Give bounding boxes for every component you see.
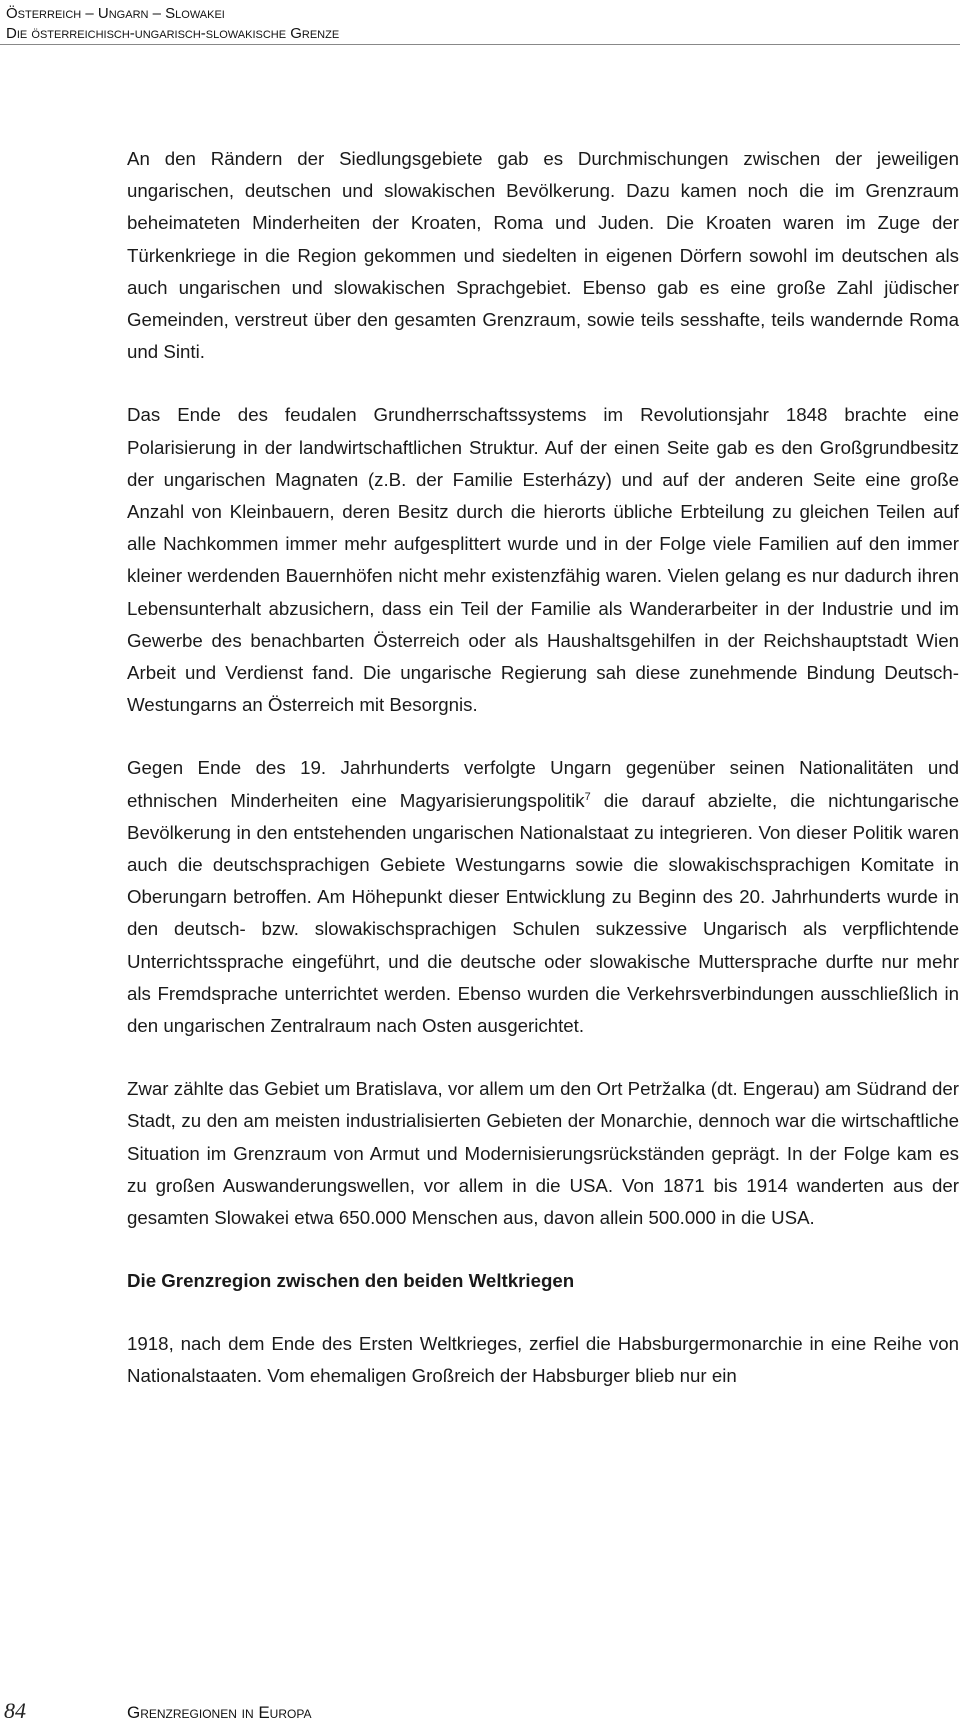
paragraph-3-part-2: die darauf abzielte, die nichtungarische Bevölkerung in den entstehenden ungarischen Nationalstaat zu integrieren. Von dieser Politik waren auch die deutschsprachigen Gebiete Westungarns sowie die slowakischsprachigen Komitate in Oberungarn betroffen. Am Höhepunkt dieser Entwicklung zu Beginn des 20. Jahrhunderts wurde in den deutsch- bzw. slowakischsprachigen Schulen sukzessive Ungarisch als verpflichtende Unterrichtssprache eingeführt, und die deutsche oder slowakische Muttersprache durfte nur mehr als Fremdsprache unterrichtet werden. Ebenso wurden die Verkehrsverbindungen ausschließlich in den ungarischen Zentralraum nach Osten ausgerichtet. [127, 789, 959, 1037]
page-body [127, 143, 959, 1423]
footer-title: Grenzregionen in Europa [127, 1703, 312, 1722]
header-subtitle: Die österreichisch-ungarisch-slowakische Grenze [6, 25, 340, 42]
header-rule [0, 44, 960, 45]
footnote-marker: 7 [584, 790, 591, 803]
paragraph-1: An den Rändern der Siedlungsgebiete gab es Durchmischungen zwischen der jeweiligen ungarischen, deutschen und slowakischen Bevölkerung. Dazu kamen noch die im Grenzraum beheimateten Minderheiten der Kroaten, Roma und Juden. Die Kroaten waren im Zuge der Türkenkriege in die Region gekommen und siedelten in eigenen Dörfern sowohl im deutschen als auch ungarischen und slowakischen Sprachgebiet. Ebenso gab es eine große Zahl jüdischer Gemeinden, verstreut über den gesamten Grenzraum, sowie teils sesshafte, teils wandernde Roma und Sinti. [127, 148, 959, 363]
page-number: 84 [4, 1698, 26, 1723]
paragraph-5: 1918, nach dem Ende des Ersten Weltkrieges, zerfiel die Habsburgermonarchie in eine Reihe von Nationalstaaten. Vom ehemaligen Großreich der Habsburger blieb nur ein [127, 1332, 959, 1386]
running-header [6, 4, 960, 44]
paragraph-3-part-1: Gegen Ende des 19. Jahrhunderts verfolgte Ungarn gegenüber seinen Nationalitäten und ethnischen Minderheiten eine Magyarisierungspolitik [127, 757, 959, 811]
paragraph-4: Zwar zählte das Gebiet um Bratislava, vor allem um den Ort Petržalka (dt. Engerau) am Südrand der Stadt, zu den am meisten industrialisierten Gebieten der Monarchie, dennoch war die wirtschaftliche Situation im Grenzraum von Armut und Modernisierungsrückständen geprägt. In der Folge kam es zu großen Auswanderungswellen, vor allem in die USA. Von 1871 bis 1914 wanderten aus der gesamten Slowakei etwa 650.000 Menschen aus, davon allein 500.000 in die USA. [127, 1078, 959, 1229]
paragraph-3 [127, 752, 959, 1042]
section-heading: Die Grenzregion zwischen den beiden Weltkriegen [127, 1270, 575, 1292]
paragraph-2: Das Ende des feudalen Grundherrschaftssystems im Revolutionsjahr 1848 brachte eine Polarisierung in der landwirtschaftlichen Struktur. Auf der einen Seite gab es den Großgrundbesitz der ungarischen Magnaten (z.B. der Familie Esterházy) und auf der anderen Seite eine große Anzahl von Kleinbauern, deren Besitz durch die hierorts übliche Erbteilung zu gleichen Teilen auf alle Nachkommen immer mehr aufgesplittert wurde und in der Folge viele Familien auf den immer kleiner werdenden Bauernhöfen nicht mehr existenzfähig waren. Vielen gelang es nur dadurch ihren Lebensunterhalt abzusichern, dass ein Teil der Familie als Wanderarbeiter in der Industrie und im Gewerbe des benachbarten Österreich oder als Haushaltsgehilfen in der Reichshauptstadt Wien Arbeit und Verdienst fand. Die ungarische Regierung sah diese zunehmende Bindung Deutsch-Westungarns an Österreich mit Besorgnis. [127, 404, 959, 716]
header-title: Österreich – Ungarn – Slowakei [6, 5, 225, 22]
